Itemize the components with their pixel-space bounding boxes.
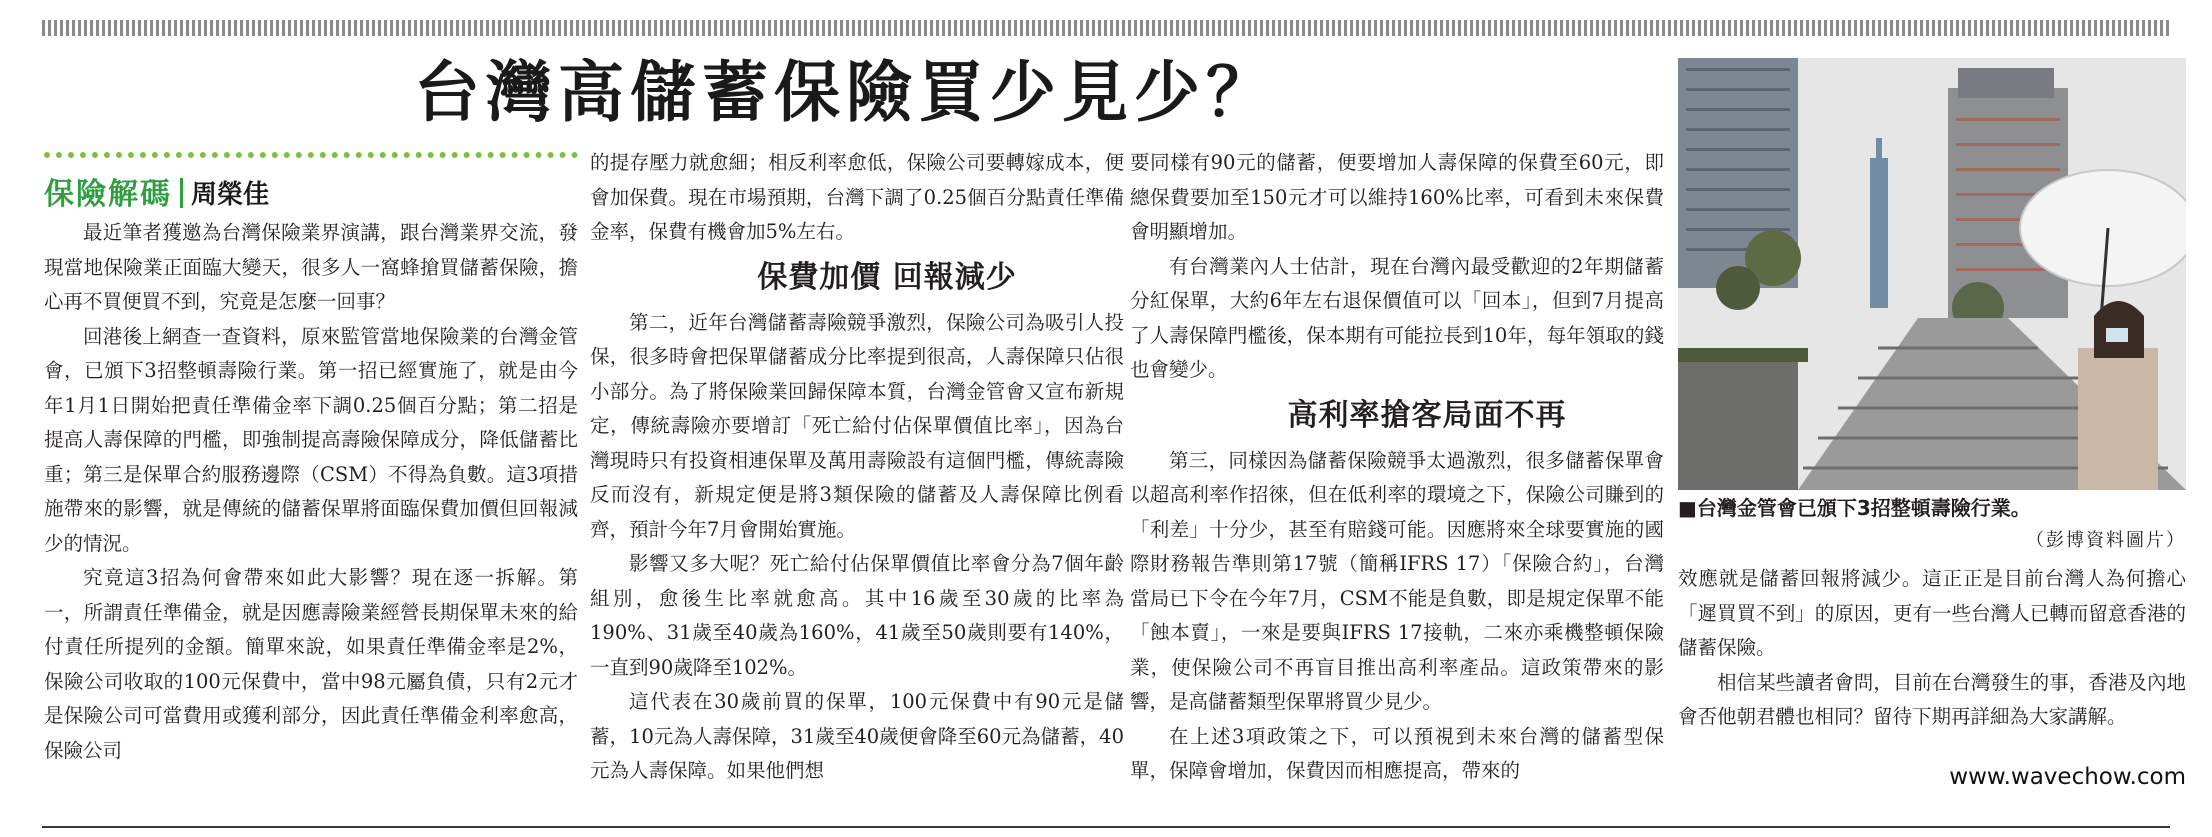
photo-caption: ■台灣金管會已頒下3招整頓壽險行業。 [1678, 496, 2031, 520]
paragraph: 最近筆者獲邀為台灣保險業界演講，跟台灣業界交流，發現當地保險業正面臨大變天，很多人一窩蜂搶買儲蓄保險，擔心再不買便買不到，究竟是怎麼一回事？ [44, 221, 578, 313]
paragraph: 效應就是儲蓄回報將減少。這正正是目前台灣人為何擔心「遲買買不到」的原因，更有一些台灣人已轉而留意香港的儲蓄保險。 [1678, 567, 2186, 659]
column-tag [44, 152, 578, 212]
paragraph: 有台灣業內人士估計，現在台灣內最受歡迎的2年期儲蓄分紅保單，大約6年左右退保價值可以「回本」，但到7月提高了人壽保障門檻後，保本期有可能拉長到10年，每年領取的錢也會變少。 [1130, 254, 1664, 381]
article-column-3 [1130, 146, 1664, 789]
article-column-1 [44, 152, 578, 768]
photo-credit: （彭博資料圖片） [2026, 530, 2186, 551]
column-name: 保險解碼 [44, 176, 172, 212]
paragraph: 第二，近年台灣儲蓄壽險競爭激烈，保險公司為吸引人投保，很多時會把保單儲蓄成分比率提到很高，人壽保障只佔很小部分。為了將保險業回歸保障本質，台灣金管會又宣布新規定，傳統壽險亦要增訂「死亡給付佔保單價值比率」，因為台灣現時只有投資相連保單及萬用壽險設有這個門檻，傳統壽險反而沒有，新規定便是將3類保險的儲蓄及人壽保障比例看齊，預計今年7月會開始實施。 [590, 310, 1124, 541]
paragraph: 這代表在30歲前買的保單，100元保費中有90元是儲蓄，10元為人壽保障，31歲至40歲便會降至60元為儲蓄，40元為人壽保障。如果他們想 [590, 690, 1124, 782]
author-name: 周榮佳 [191, 179, 270, 210]
paragraph: 要同樣有90元的儲蓄，便要增加人壽保障的保費至60元，即總保費要加至150元才可以維持160%比率，可看到未來保費會明顯增加。 [1130, 151, 1664, 243]
paragraph: 影響又多大呢？死亡給付佔保單價值比率會分為7個年齡組別，愈後生比率就愈高。其中16歲至30歲的比率為190%、31歲至40歲為160%，41歲至50歲則要有140%，一直到90歲降至102%。 [590, 552, 1124, 679]
top-dotted-rule [42, 20, 2170, 36]
subhead: 保費加價 回報減少 [757, 259, 1017, 295]
photo-illustration [1678, 58, 2186, 490]
bottom-rule [42, 826, 2170, 828]
paragraph: 回港後上網查一查資料，原來監管當地保險業的台灣金管會，已頒下3招整頓壽險行業。第一招已經實施了，就是由今年1月1日開始把責任準備金率下調0.25個百分點；第二招是提高人壽保障的門檻，即強制提高壽險保障成分，降低儲蓄比重；第三是保單合約服務邊際（CSM）不得為負數。這3項措施帶來的影響，就是傳統的儲蓄保單將面臨保費加價但回報減少的情況。 [44, 324, 578, 555]
author-website: www.wavechow.com [1949, 764, 2186, 790]
headline: 台灣高儲蓄保險買少見少？ [414, 54, 1278, 131]
paragraph: 究竟這3招為何會帶來如此大影響？現在逐一拆解。第一，所謂責任準備金，就是因應壽險業經營長期保單未來的給付責任所提列的金額。簡單來說，如果責任準備金率是2%，保險公司收取的100元保費中，當中98元屬負債，只有2元才是保險公司可當費用或獲利部分，因此責任準備金利率愈高，保險公司 [44, 566, 578, 762]
paragraph: 第三，同樣因為儲蓄保險競爭太過激烈，很多儲蓄保單會以超高利率作招徠，但在低利率的環境之下，保險公司賺到的「利差」十分少，甚至有賠錢可能。因應將來全球要實施的國際財務報告準則第17號（簡稱IFRS 17）「保險合約」，台灣當局已下令在今年7月，CSM不能是負數，即是規定保單不能「蝕本賣」，一來是要與IFRS 17接軌，二來亦乘機整頓保險業，使保險公司不再盲目推出高利率產品。這政策帶來的影響，是高儲蓄類型保單將買少見少。 [1130, 448, 1664, 713]
news-photo [1678, 58, 2186, 490]
column-divider [180, 178, 183, 208]
article-column-4 [1678, 562, 2186, 735]
subhead: 高利率搶客局面不再 [1287, 397, 1567, 433]
article-column-2 [590, 146, 1124, 789]
paragraph: 在上述3項政策之下，可以預視到未來台灣的儲蓄型保單，保障會增加，保費因而相應提高，帶來的 [1130, 724, 1664, 782]
paragraph: 相信某些讀者會問，目前在台灣發生的事，香港及內地會否他朝君體也相同？留待下期再詳細為大家講解。 [1678, 670, 2186, 728]
paragraph: 的提存壓力就愈細；相反利率愈低，保險公司要轉嫁成本，便會加保費。現在市場預期，台灣下調了0.25個百分點責任準備金率，保費有機會加5%左右。 [590, 151, 1124, 243]
